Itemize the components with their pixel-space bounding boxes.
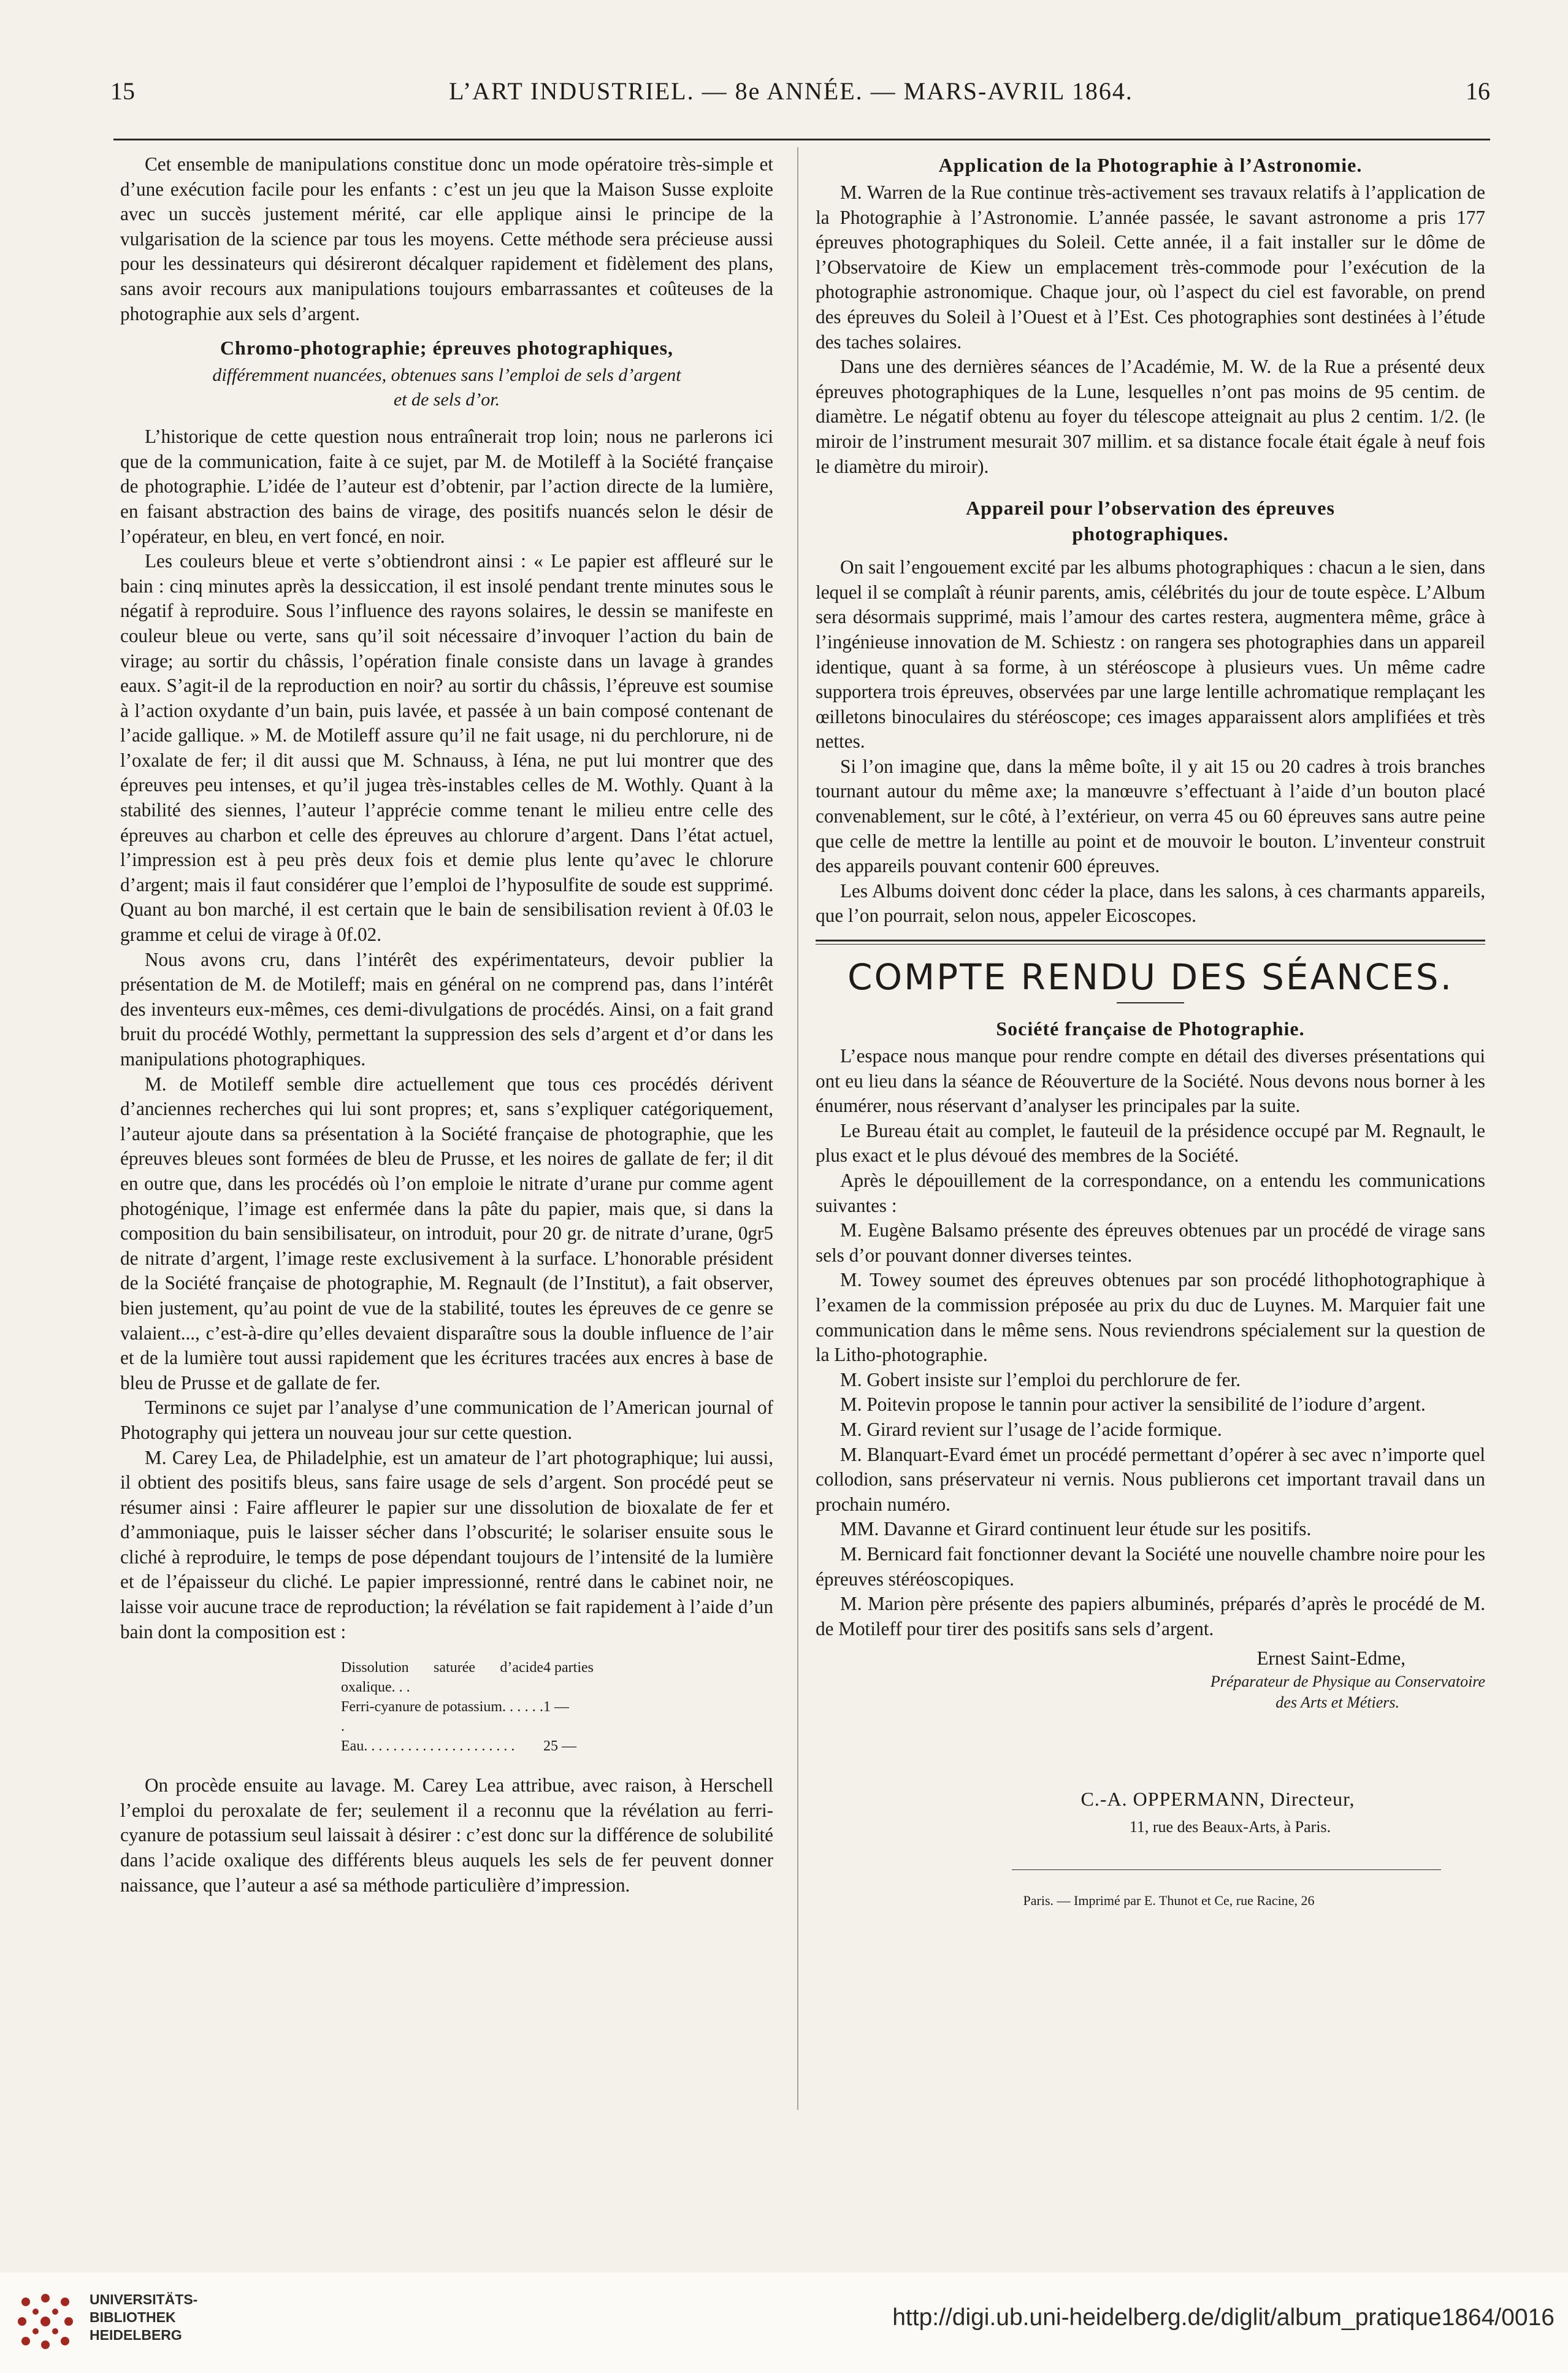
paragraph: M. Towey soumet des épreuves obtenues par son procédé lithophotographique à l’examen de la commission préposée au prix du duc de Luynes. M. Marquier fait une communication dans le même sens. Nous reviendrons spécialement sur la question de la Litho-photographie. [816,1269,1485,1366]
paragraph: L’historique de cette question nous entraînerait trop loin; nous ne parlerons ici que de la communication, faite à ce sujet, par M. de Motileff à la Société française de photographie. L’idée de l’auteur est d’obtenir, par l’action directe de la lumière, en faisant abstraction des bains de virage, des positifs nuancés selon le désir de l’opérateur, en bleu, en vert foncé, en noir. [120,426,773,547]
paragraph: M. de Motileff semble dire actuellement que tous ces procédés dérivent d’anciennes recherches qui lui sont propres; et, sans s’expliquer catégoriquement, l’auteur ajoute dans sa présentation à la Société française de photographie, que les épreuves bleues sont formées de bleu de Prusse, et les noires de gallate de fer; il dit en outre que, dans les procédés où l’on emploie le nitrate d’urane pur comme agent photogénique, l’image est enfermée dans la pâte du papier, mais que, si dans la composition du bain sensibilisateur, on introduit, pour 20 gr. de nitrate d’urane, 0gr5 de nitrate d’argent, l’image reste exclusivement à la surface. L’honorable président de la Société française de photographie, M. Regnault (de l’Institut), a fait observer, bien justement, qu’au point de vue de la stabilité, toutes les épreuves de ce genre se valaient..., c’est-à-dire qu’elles devaient disparaître sous la double influence de l’air et de la lumière tout aussi rapidement que les écritures tracées aux encres à base de bleu de Prusse et de gallate de fer. [120,1073,773,1394]
subheading-line-1: différemment nuancées, obtenues sans l’emploi de sels d’argent [212,365,681,386]
library-name [90,2291,197,2344]
paragraph: M. Blanquart-Evard émet un procédé permettant d’opérer à sec avec n’importe quel collodion, sans préservateur ni vernis. Nous publierons cet important travail dans un prochain numéro. [816,1443,1485,1515]
formula-row [341,1697,773,1736]
paragraph: M. Bernicard fait fonctionner devant la Société une nouvelle chambre noire pour les épreuves stéréoscopiques. [816,1543,1485,1590]
university-seal-icon [13,2290,77,2353]
paragraph: M. Warren de la Rue continue très-activement ses travaux relatifs à l’application de la Photographie à l’Astronomie. L’année passée, le savant astronome a pris 177 épreuves photographiques du Soleil. Cette année, il a fait installer sur le dôme de l’Observatoire de Kiew un emplacement très-commode pour l’exécution de la photographie astronomique. Chaque jour, où l’aspect du ciel est favorable, on prend des épreuves du Soleil à l’Ouest et à l’Est. Ces photographies sont destinées à l’étude des taches solaires. [816,182,1485,353]
running-title: L’ART INDUSTRIEL. — 8e ANNÉE. — MARS-AVRIL 1864. [449,77,1133,105]
paragraph: Terminons ce sujet par l’analyse d’une communication de l’American journal of Photography qui jettera un nouveau jour sur cette question. [120,1397,773,1443]
section-heading-societe: Société française de Photographie. [996,1018,1305,1040]
paragraph: M. Gobert insiste sur l’emploi du perchlorure de fer. [840,1368,1241,1390]
heading-line-1: Appareil pour l’observation des épreuves [966,497,1335,519]
paragraph: Les couleurs bleue et verte s’obtiendront ainsi : « Le papier est affleuré sur le bain : cinq minutes après la dessiccation, il est insolé pendant trente minutes sous le négatif à reproduire. Sous l’influence des rayons solaires, le dessin se manifeste en couleur bleue ou verte, sans qu’il soit nécessaire d’invoquer l’action du bain de virage; au sortir du châssis, l’opération finale consiste dans un lavage à grandes eaux. S’agit-il de la reproduction en noir? au sortir du châssis, l’épreuve est soumise à l’action oxydante d’un bain, puis lavée, et passée à un bain composé contenant de l’acide gallique. » M. de Motileff assure qu’il ne fait usage, ni du perchlorure, ni de l’oxalate de fer; il dit aussi que M. Schnauss, à Iéna, ne put lui montrer que des épreuves peu intenses, et qu’il jugea très-instables celles de M. Wothly. Quant à la stabilité des siennes, l’auteur l’apprécie comme tenant le milieu entre celle des épreuves au charbon et celle des épreuves au chlorure d’argent. Dans l’état actuel, l’impression est à peu près deux fois et demie plus lente qu’avec le chlorure d’argent; mais il faut considérer que l’emploi de l’hyposulfite de soude est supprimé. Quant au bon marché, il est certain que le bain de sensibilisation revient à 0f.03 le gramme et celui de virage à 0f.02. [120,550,773,946]
imprint-rule [1012,1869,1441,1870]
formula-ingredient: Eau. . . . . . . . . . . . . . . . . . . . . [341,1738,515,1755]
paragraph: On procède ensuite au lavage. M. Carey Lea attribue, avec raison, à Herschell l’emploi du peroxalate de fer; seulement il a reconnu que la révélation au ferri-cyanure de potassium seul laissait à désirer : c’est donc sur la différence de solubilité dans l’acide oxalique des différents bleus auquels les sels de fer peuvent donner naissance, que l’auteur a asé sa méthode particulière d’impression. [120,1774,773,1896]
author-title-line-2: des Arts et Métiers. [1275,1693,1399,1711]
paragraph: M. Poitevin propose le tannin pour activer la sensibilité de l’iodure d’argent. [840,1394,1426,1416]
author-title-line-1: Préparateur de Physique au Conservatoire [1210,1672,1485,1690]
library-name-line: BIBLIOTHEK [90,2309,176,2325]
paragraph: M. Carey Lea, de Philadelphie, est un amateur de l’art photographique; lui aussi, il obtient des positifs bleus, sans faire usage de sels d’argent. Son procédé peut se résumer ainsi : Faire affleurer le papier sur une dissolution de bioxalate de fer et d’ammoniaque, puis le laisser sécher dans l’obscurité; le solariser ensuite sous le cliché à reproduire, le temps de pose dépendant toujours de l’intensité de la lumière et de l’épaisseur du cliché. Le papier impressionné, rentré dans le cabinet noir, ne laisse voir aucune trace de reproduction; la révélation se fait rapidement à l’aide d’un bain dont la composition est : [120,1446,773,1643]
formula-quantity: 4 parties [543,1660,594,1676]
section-heading-appareil [816,495,1485,546]
left-column [120,152,773,1898]
library-name-line: UNIVERSITÄTS- [90,2291,198,2307]
right-column [816,152,1485,1914]
column-divider [797,147,798,2110]
section-heading-astronomy: Application de la Photographie à l’Astronomie. [938,154,1363,176]
paragraph: Nous avons cru, dans l’intérêt des expérimentateurs, devoir publier la présentation de M. de Motileff; mais en général on ne comprend pas, dans l’intérêt des inventeurs eux-mêmes, ces demi-divulgations de procédés. Ainsi, on a fait grand bruit du procédé Wothly, permettant la suppression des sels d’argent et d’or dans les manipulations photographiques. [120,948,773,1070]
formula-quantity: 25 — [543,1738,576,1755]
formula-row [341,1736,773,1756]
formula-ingredient: Ferri-cyanure de potassium. . . . . . . [341,1699,543,1735]
subheading-line-2: et de sels d’or. [393,389,500,410]
source-url[interactable]: http://digi.ub.uni-heidelberg.de/diglit/album_pratique1864/0016 [892,2304,1555,2331]
library-name-line: HEIDELBERG [90,2327,182,2343]
paragraph: Si l’on imagine que, dans la même boîte, il y ait 15 ou 20 cadres à trois branches tournant autour du même axe; la manœuvre s’effectuant à l’aide d’un bouton placé convenablement, sur le côté, à l’extérieur, on verra 45 ou 60 épreuves sans autre peine que celle de mettre la lentille au point et de mouvoir le bouton. L’inventeur construit des appareils pouvant contenir 600 épreuves. [816,755,1485,877]
section-double-rule [816,940,1485,945]
formula-table [341,1658,773,1756]
director-line: C.-A. OPPERMANN, Directeur, [1080,1787,1355,1810]
author-signature: Ernest Saint-Edme, [1256,1647,1405,1670]
formula-quantity: 1 — [543,1699,569,1716]
paragraph: MM. Davanne et Girard continuent leur étude sur les positifs. [840,1518,1312,1540]
compte-rendu-title: COMPTE RENDU DES SÉANCES. [847,956,1454,999]
page-header [92,77,1490,126]
page-number-left: 15 [110,77,135,105]
paragraph: L’espace nous manque pour rendre compte en détail des diverses présentations qui ont eu lieu dans la séance de Réouverture de la Société. Nous devons nous borner à les énumérer, nous réservant d’analyser les principales par la suite. [816,1045,1485,1117]
section-heading-chromo: Chromo-photographie; épreuves photographiques, [220,337,674,359]
paragraph: Cet ensemble de manipulations constitue donc un mode opératoire très-simple et d’une exécution facile pour les enfants : c’est un jeu que la Maison Susse exploite avec un succès justement mérité, car elle applique ainsi le principe de la vulgarisation de la science par tous les moyens. Cette méthode sera précieuse aussi pour les dessinateurs qui désireront décalquer rapidement et fidèlement des plans, sans avoir recours aux manipulations toujours embarrassantes et coûteuses de la photographie aux sels d’argent. [120,153,773,324]
paragraph: On sait l’engouement excité par les albums photographiques : chacun a le sien, dans lequel il se complaît à réunir parents, amis, célébrités du jour de toute espèce. L’Album sera désormais supprimé, mais l’amour des cartes restera, augmentera même, grâce à l’ingénieuse innovation de M. Schiestz : on rangera ses photographies dans un appareil identique, quant à sa forme, à un stéréoscope à plusieurs vues. Un même cadre supportera trois épreuves, observées par une large lentille achromatique remplaçant les œilletons binoculaires du stéréoscope; ces images apparaissent alors amplifiées et très nettes. [816,556,1485,753]
paragraph: Le Bureau était au complet, le fauteuil de la présidence occupé par M. Regnault, le plus exact et le plus dévoué des membres de la Société. [816,1119,1485,1167]
paragraph: Dans une des dernières séances de l’Académie, M. W. de la Rue a présenté deux épreuves photographiques de la Lune, lesquelles n’ont pas moins de 95 centim. de diamètre. Le négatif obtenu au foyer du télescope atteignait au plus 2 centim. 1/2. (le miroir de l’instrument mesurait 307 millim. et sa distance focale était égale à neuf fois le diamètre du miroir). [816,356,1485,477]
page-number-right: 16 [1466,77,1490,105]
printer-imprint: Paris. — Imprimé par E. Thunot et Ce, rue Racine, 26 [1023,1893,1315,1909]
header-rule [113,139,1490,140]
heading-line-2: photographiques. [1072,523,1229,545]
formula-ingredient: Dissolution saturée d’acide oxalique. . . [341,1660,543,1696]
title-underline [1117,1002,1184,1003]
digitization-footer [0,2272,1568,2373]
paragraph: Après le dépouillement de la correspondance, on a entendu les communications suivantes : [816,1170,1485,1216]
paragraph: M. Marion père présente des papiers albuminés, préparés d’après le procédé de M. de Motileff pour tirer des positifs sans sels d’argent. [816,1593,1485,1639]
section-subheading [120,363,773,412]
director-address: 11, rue des Beaux-Arts, à Paris. [1129,1818,1331,1836]
paragraph: Les Albums doivent donc céder la place, dans les salons, à ces charmants appareils, que l’on pourrait, selon nous, appeler Eicoscopes. [816,880,1485,927]
formula-row [341,1658,773,1697]
paragraph: M. Girard revient sur l’usage de l’acide formique. [840,1418,1222,1440]
paragraph: M. Eugène Balsamo présente des épreuves obtenues par un procédé de virage sans sels d’or pouvant donner diverses teintes. [816,1219,1485,1266]
